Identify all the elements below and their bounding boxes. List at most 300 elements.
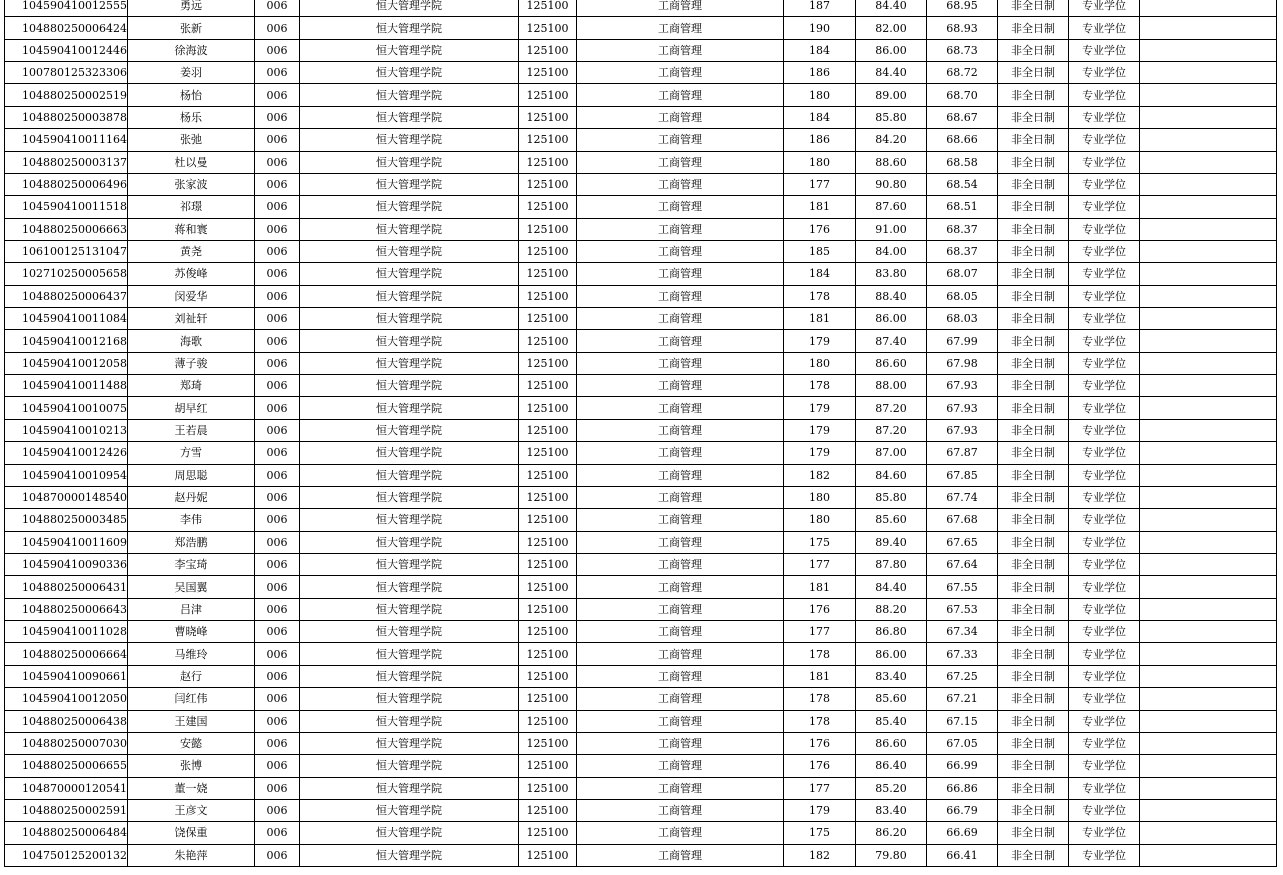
retest-score-cell: 90.80 [856, 173, 927, 195]
college-code-cell: 006 [255, 621, 300, 643]
candidate-id-cell: 104880250006437 [5, 285, 128, 307]
table-row [5, 106, 1277, 128]
major-name-cell: 工商管理 [577, 844, 784, 866]
total-score-cell: 66.69 [927, 822, 998, 844]
major-code-cell: 125100 [519, 509, 577, 531]
major-name-cell: 工商管理 [577, 643, 784, 665]
candidate-id-cell: 104590410011028 [5, 621, 128, 643]
preliminary-score-cell: 181 [784, 196, 856, 218]
candidate-name-cell: 饶保重 [128, 822, 255, 844]
degree-type-cell: 专业学位 [1069, 308, 1140, 330]
study-mode-cell: 非全日制 [998, 531, 1069, 553]
major-name-cell: 工商管理 [577, 196, 784, 218]
remarks-cell [1140, 352, 1277, 374]
total-score-cell: 67.64 [927, 553, 998, 575]
degree-type-cell: 专业学位 [1069, 777, 1140, 799]
retest-score-cell: 84.60 [856, 464, 927, 486]
major-name-cell: 工商管理 [577, 732, 784, 754]
retest-score-cell: 84.40 [856, 576, 927, 598]
remarks-cell [1140, 129, 1277, 151]
college-name-cell: 恒大管理学院 [300, 553, 519, 575]
remarks-cell [1140, 17, 1277, 39]
major-name-cell: 工商管理 [577, 665, 784, 687]
major-name-cell: 工商管理 [577, 710, 784, 732]
college-code-cell: 006 [255, 419, 300, 441]
college-name-cell: 恒大管理学院 [300, 0, 519, 17]
degree-type-cell: 专业学位 [1069, 218, 1140, 240]
major-name-cell: 工商管理 [577, 263, 784, 285]
remarks-cell [1140, 531, 1277, 553]
retest-score-cell: 88.40 [856, 285, 927, 307]
candidate-id-cell: 104880250007030 [5, 732, 128, 754]
major-code-cell: 125100 [519, 799, 577, 821]
candidate-name-cell: 杜以曼 [128, 151, 255, 173]
degree-type-cell: 专业学位 [1069, 352, 1140, 374]
degree-type-cell: 专业学位 [1069, 240, 1140, 262]
college-name-cell: 恒大管理学院 [300, 151, 519, 173]
major-code-cell: 125100 [519, 442, 577, 464]
remarks-cell [1140, 442, 1277, 464]
total-score-cell: 68.54 [927, 173, 998, 195]
table-row [5, 308, 1277, 330]
candidate-id-cell: 104870000120541 [5, 777, 128, 799]
candidate-name-cell: 吴国翼 [128, 576, 255, 598]
total-score-cell: 67.87 [927, 442, 998, 464]
college-code-cell: 006 [255, 464, 300, 486]
candidate-name-cell: 赵丹妮 [128, 486, 255, 508]
preliminary-score-cell: 187 [784, 0, 856, 17]
college-name-cell: 恒大管理学院 [300, 486, 519, 508]
total-score-cell: 68.58 [927, 151, 998, 173]
preliminary-score-cell: 181 [784, 308, 856, 330]
college-name-cell: 恒大管理学院 [300, 442, 519, 464]
major-code-cell: 125100 [519, 330, 577, 352]
retest-score-cell: 83.40 [856, 665, 927, 687]
total-score-cell: 66.86 [927, 777, 998, 799]
candidate-id-cell: 104880250006431 [5, 576, 128, 598]
remarks-cell [1140, 0, 1277, 17]
degree-type-cell: 专业学位 [1069, 285, 1140, 307]
remarks-cell [1140, 84, 1277, 106]
college-code-cell: 006 [255, 106, 300, 128]
total-score-cell: 67.21 [927, 688, 998, 710]
major-code-cell: 125100 [519, 822, 577, 844]
study-mode-cell: 非全日制 [998, 688, 1069, 710]
degree-type-cell: 专业学位 [1069, 375, 1140, 397]
major-name-cell: 工商管理 [577, 62, 784, 84]
college-code-cell: 006 [255, 330, 300, 352]
table-row [5, 665, 1277, 687]
study-mode-cell: 非全日制 [998, 710, 1069, 732]
retest-score-cell: 87.20 [856, 397, 927, 419]
degree-type-cell: 专业学位 [1069, 643, 1140, 665]
table-row [5, 486, 1277, 508]
preliminary-score-cell: 186 [784, 129, 856, 151]
major-code-cell: 125100 [519, 486, 577, 508]
study-mode-cell: 非全日制 [998, 106, 1069, 128]
retest-score-cell: 87.80 [856, 553, 927, 575]
table-row [5, 777, 1277, 799]
major-name-cell: 工商管理 [577, 330, 784, 352]
table-row [5, 442, 1277, 464]
college-name-cell: 恒大管理学院 [300, 598, 519, 620]
college-code-cell: 006 [255, 509, 300, 531]
total-score-cell: 67.53 [927, 598, 998, 620]
major-code-cell: 125100 [519, 106, 577, 128]
candidate-name-cell: 朱艳萍 [128, 844, 255, 866]
college-name-cell: 恒大管理学院 [300, 129, 519, 151]
remarks-cell [1140, 39, 1277, 61]
table-row [5, 62, 1277, 84]
major-code-cell: 125100 [519, 553, 577, 575]
college-name-cell: 恒大管理学院 [300, 106, 519, 128]
college-code-cell: 006 [255, 375, 300, 397]
preliminary-score-cell: 177 [784, 173, 856, 195]
major-name-cell: 工商管理 [577, 151, 784, 173]
study-mode-cell: 非全日制 [998, 442, 1069, 464]
candidate-id-cell: 104590410012555 [5, 0, 128, 17]
table-row [5, 822, 1277, 844]
retest-score-cell: 87.40 [856, 330, 927, 352]
study-mode-cell: 非全日制 [998, 643, 1069, 665]
college-code-cell: 006 [255, 240, 300, 262]
candidate-name-cell: 薄子骏 [128, 352, 255, 374]
major-code-cell: 125100 [519, 151, 577, 173]
candidate-id-cell: 104880250006424 [5, 17, 128, 39]
preliminary-score-cell: 177 [784, 777, 856, 799]
major-name-cell: 工商管理 [577, 106, 784, 128]
college-code-cell: 006 [255, 352, 300, 374]
retest-score-cell: 88.60 [856, 151, 927, 173]
degree-type-cell: 专业学位 [1069, 688, 1140, 710]
study-mode-cell: 非全日制 [998, 17, 1069, 39]
table-row [5, 844, 1277, 866]
major-code-cell: 125100 [519, 531, 577, 553]
remarks-cell [1140, 240, 1277, 262]
candidate-id-cell: 104880250006438 [5, 710, 128, 732]
retest-score-cell: 84.20 [856, 129, 927, 151]
remarks-cell [1140, 553, 1277, 575]
college-code-cell: 006 [255, 308, 300, 330]
college-name-cell: 恒大管理学院 [300, 822, 519, 844]
study-mode-cell: 非全日制 [998, 732, 1069, 754]
preliminary-score-cell: 179 [784, 799, 856, 821]
total-score-cell: 67.55 [927, 576, 998, 598]
total-score-cell: 66.79 [927, 799, 998, 821]
retest-score-cell: 84.00 [856, 240, 927, 262]
degree-type-cell: 专业学位 [1069, 531, 1140, 553]
college-code-cell: 006 [255, 576, 300, 598]
table-row [5, 84, 1277, 106]
table-row [5, 710, 1277, 732]
retest-score-cell: 88.20 [856, 598, 927, 620]
candidate-id-cell: 104880250003485 [5, 509, 128, 531]
college-name-cell: 恒大管理学院 [300, 576, 519, 598]
total-score-cell: 67.98 [927, 352, 998, 374]
degree-type-cell: 专业学位 [1069, 330, 1140, 352]
college-name-cell: 恒大管理学院 [300, 531, 519, 553]
table-row [5, 464, 1277, 486]
candidate-id-cell: 104750125200132 [5, 844, 128, 866]
major-code-cell: 125100 [519, 0, 577, 17]
remarks-cell [1140, 844, 1277, 866]
study-mode-cell: 非全日制 [998, 464, 1069, 486]
major-name-cell: 工商管理 [577, 509, 784, 531]
preliminary-score-cell: 176 [784, 732, 856, 754]
retest-score-cell: 83.80 [856, 263, 927, 285]
preliminary-score-cell: 185 [784, 240, 856, 262]
candidate-name-cell: 王若晨 [128, 419, 255, 441]
table-row [5, 330, 1277, 352]
major-code-cell: 125100 [519, 598, 577, 620]
major-name-cell: 工商管理 [577, 0, 784, 17]
retest-score-cell: 89.40 [856, 531, 927, 553]
degree-type-cell: 专业学位 [1069, 576, 1140, 598]
candidate-name-cell: 闵爱华 [128, 285, 255, 307]
degree-type-cell: 专业学位 [1069, 621, 1140, 643]
study-mode-cell: 非全日制 [998, 419, 1069, 441]
major-name-cell: 工商管理 [577, 621, 784, 643]
preliminary-score-cell: 175 [784, 822, 856, 844]
college-code-cell: 006 [255, 151, 300, 173]
degree-type-cell: 专业学位 [1069, 173, 1140, 195]
college-name-cell: 恒大管理学院 [300, 352, 519, 374]
preliminary-score-cell: 184 [784, 106, 856, 128]
total-score-cell: 68.05 [927, 285, 998, 307]
total-score-cell: 66.41 [927, 844, 998, 866]
table-row [5, 643, 1277, 665]
college-name-cell: 恒大管理学院 [300, 330, 519, 352]
retest-score-cell: 85.60 [856, 688, 927, 710]
degree-type-cell: 专业学位 [1069, 84, 1140, 106]
retest-score-cell: 85.60 [856, 509, 927, 531]
table-body [5, 0, 1277, 867]
preliminary-score-cell: 182 [784, 464, 856, 486]
remarks-cell [1140, 621, 1277, 643]
preliminary-score-cell: 178 [784, 710, 856, 732]
college-name-cell: 恒大管理学院 [300, 464, 519, 486]
table-row [5, 218, 1277, 240]
major-name-cell: 工商管理 [577, 240, 784, 262]
degree-type-cell: 专业学位 [1069, 509, 1140, 531]
candidate-name-cell: 方雪 [128, 442, 255, 464]
major-name-cell: 工商管理 [577, 352, 784, 374]
college-code-cell: 006 [255, 173, 300, 195]
remarks-cell [1140, 486, 1277, 508]
remarks-cell [1140, 598, 1277, 620]
candidate-id-cell: 104590410012168 [5, 330, 128, 352]
degree-type-cell: 专业学位 [1069, 0, 1140, 17]
candidate-id-cell: 104880250006663 [5, 218, 128, 240]
study-mode-cell: 非全日制 [998, 822, 1069, 844]
preliminary-score-cell: 181 [784, 665, 856, 687]
candidate-name-cell: 张弛 [128, 129, 255, 151]
candidate-name-cell: 王彦文 [128, 799, 255, 821]
study-mode-cell: 非全日制 [998, 777, 1069, 799]
major-name-cell: 工商管理 [577, 218, 784, 240]
college-code-cell: 006 [255, 799, 300, 821]
candidate-name-cell: 徐海波 [128, 39, 255, 61]
preliminary-score-cell: 176 [784, 755, 856, 777]
study-mode-cell: 非全日制 [998, 218, 1069, 240]
major-name-cell: 工商管理 [577, 822, 784, 844]
remarks-cell [1140, 397, 1277, 419]
college-code-cell: 006 [255, 397, 300, 419]
total-score-cell: 67.15 [927, 710, 998, 732]
study-mode-cell: 非全日制 [998, 375, 1069, 397]
remarks-cell [1140, 576, 1277, 598]
candidate-id-cell: 102710250005658 [5, 263, 128, 285]
total-score-cell: 67.93 [927, 375, 998, 397]
remarks-cell [1140, 263, 1277, 285]
table-row [5, 196, 1277, 218]
total-score-cell: 68.37 [927, 218, 998, 240]
retest-score-cell: 86.80 [856, 621, 927, 643]
college-name-cell: 恒大管理学院 [300, 285, 519, 307]
preliminary-score-cell: 179 [784, 419, 856, 441]
remarks-cell [1140, 106, 1277, 128]
candidate-name-cell: 张新 [128, 17, 255, 39]
retest-score-cell: 86.20 [856, 822, 927, 844]
degree-type-cell: 专业学位 [1069, 486, 1140, 508]
college-code-cell: 006 [255, 39, 300, 61]
study-mode-cell: 非全日制 [998, 84, 1069, 106]
candidate-name-cell: 曹晓峰 [128, 621, 255, 643]
preliminary-score-cell: 182 [784, 844, 856, 866]
major-name-cell: 工商管理 [577, 464, 784, 486]
candidate-name-cell: 安懿 [128, 732, 255, 754]
major-name-cell: 工商管理 [577, 308, 784, 330]
college-name-cell: 恒大管理学院 [300, 844, 519, 866]
remarks-cell [1140, 375, 1277, 397]
major-code-cell: 125100 [519, 844, 577, 866]
preliminary-score-cell: 190 [784, 17, 856, 39]
table-row [5, 598, 1277, 620]
retest-score-cell: 86.60 [856, 732, 927, 754]
table-row [5, 732, 1277, 754]
major-code-cell: 125100 [519, 240, 577, 262]
major-code-cell: 125100 [519, 196, 577, 218]
candidate-id-cell: 104590410012446 [5, 39, 128, 61]
retest-score-cell: 87.20 [856, 419, 927, 441]
college-name-cell: 恒大管理学院 [300, 240, 519, 262]
study-mode-cell: 非全日制 [998, 173, 1069, 195]
college-name-cell: 恒大管理学院 [300, 39, 519, 61]
major-code-cell: 125100 [519, 39, 577, 61]
college-name-cell: 恒大管理学院 [300, 375, 519, 397]
degree-type-cell: 专业学位 [1069, 39, 1140, 61]
total-score-cell: 68.51 [927, 196, 998, 218]
degree-type-cell: 专业学位 [1069, 129, 1140, 151]
major-name-cell: 工商管理 [577, 397, 784, 419]
total-score-cell: 67.93 [927, 397, 998, 419]
major-code-cell: 125100 [519, 397, 577, 419]
preliminary-score-cell: 180 [784, 509, 856, 531]
study-mode-cell: 非全日制 [998, 129, 1069, 151]
study-mode-cell: 非全日制 [998, 151, 1069, 173]
major-code-cell: 125100 [519, 576, 577, 598]
degree-type-cell: 专业学位 [1069, 442, 1140, 464]
candidate-name-cell: 海歌 [128, 330, 255, 352]
college-code-cell: 006 [255, 17, 300, 39]
major-name-cell: 工商管理 [577, 375, 784, 397]
candidate-id-cell: 104880250006643 [5, 598, 128, 620]
remarks-cell [1140, 62, 1277, 84]
table-row [5, 263, 1277, 285]
major-code-cell: 125100 [519, 285, 577, 307]
candidate-id-cell: 104880250006664 [5, 643, 128, 665]
preliminary-score-cell: 178 [784, 643, 856, 665]
candidate-name-cell: 周思聪 [128, 464, 255, 486]
preliminary-score-cell: 176 [784, 218, 856, 240]
major-name-cell: 工商管理 [577, 419, 784, 441]
table-row [5, 17, 1277, 39]
candidate-name-cell: 李宝琦 [128, 553, 255, 575]
major-name-cell: 工商管理 [577, 39, 784, 61]
retest-score-cell: 83.40 [856, 799, 927, 821]
college-name-cell: 恒大管理学院 [300, 732, 519, 754]
candidate-name-cell: 蒋和寰 [128, 218, 255, 240]
remarks-cell [1140, 419, 1277, 441]
retest-score-cell: 86.60 [856, 352, 927, 374]
degree-type-cell: 专业学位 [1069, 419, 1140, 441]
remarks-cell [1140, 755, 1277, 777]
retest-score-cell: 86.40 [856, 755, 927, 777]
total-score-cell: 67.65 [927, 531, 998, 553]
major-code-cell: 125100 [519, 755, 577, 777]
table-row [5, 352, 1277, 374]
candidate-id-cell: 104880250006655 [5, 755, 128, 777]
college-code-cell: 006 [255, 643, 300, 665]
college-code-cell: 006 [255, 218, 300, 240]
remarks-cell [1140, 665, 1277, 687]
major-code-cell: 125100 [519, 218, 577, 240]
study-mode-cell: 非全日制 [998, 486, 1069, 508]
degree-type-cell: 专业学位 [1069, 710, 1140, 732]
candidate-id-cell: 104880250002519 [5, 84, 128, 106]
major-code-cell: 125100 [519, 464, 577, 486]
college-name-cell: 恒大管理学院 [300, 308, 519, 330]
college-name-cell: 恒大管理学院 [300, 665, 519, 687]
remarks-cell [1140, 643, 1277, 665]
college-code-cell: 006 [255, 710, 300, 732]
remarks-cell [1140, 285, 1277, 307]
candidate-name-cell: 胡早红 [128, 397, 255, 419]
total-score-cell: 68.67 [927, 106, 998, 128]
preliminary-score-cell: 178 [784, 688, 856, 710]
candidate-name-cell: 张博 [128, 755, 255, 777]
study-mode-cell: 非全日制 [998, 352, 1069, 374]
degree-type-cell: 专业学位 [1069, 799, 1140, 821]
study-mode-cell: 非全日制 [998, 598, 1069, 620]
college-code-cell: 006 [255, 755, 300, 777]
degree-type-cell: 专业学位 [1069, 464, 1140, 486]
candidate-id-cell: 100780125323306 [5, 62, 128, 84]
major-name-cell: 工商管理 [577, 777, 784, 799]
remarks-cell [1140, 688, 1277, 710]
college-name-cell: 恒大管理学院 [300, 218, 519, 240]
remarks-cell [1140, 151, 1277, 173]
candidate-name-cell: 郑琦 [128, 375, 255, 397]
candidate-id-cell: 104590410011488 [5, 375, 128, 397]
retest-score-cell: 87.60 [856, 196, 927, 218]
candidate-id-cell: 104590410011164 [5, 129, 128, 151]
candidate-id-cell: 104590410090661 [5, 665, 128, 687]
college-code-cell: 006 [255, 777, 300, 799]
remarks-cell [1140, 799, 1277, 821]
table-row [5, 419, 1277, 441]
college-name-cell: 恒大管理学院 [300, 688, 519, 710]
